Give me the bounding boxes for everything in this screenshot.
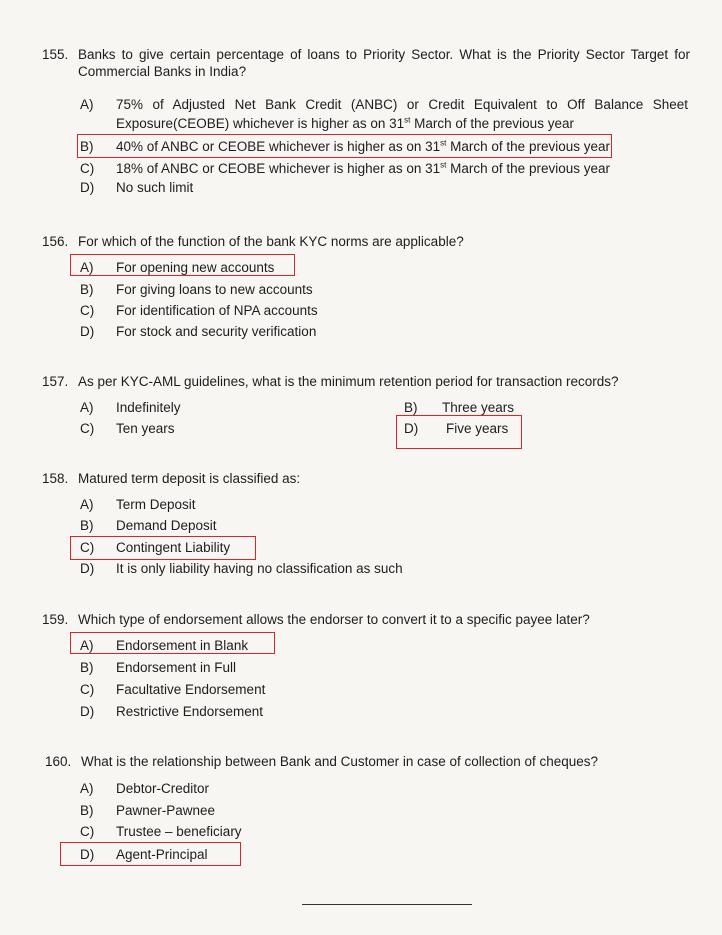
option-label: C)	[80, 540, 95, 555]
question-number: 155.	[42, 47, 69, 62]
option-label: A)	[80, 97, 94, 112]
question-text-line: Commercial Banks in India?	[78, 64, 247, 79]
option-text: Term Deposit	[116, 497, 196, 512]
option-label: B)	[80, 518, 94, 533]
option-text-part: 18% of ANBC or CEOBE whichever is higher as on 31	[116, 161, 441, 176]
answer-highlight-box	[77, 134, 612, 158]
option-label: A)	[80, 260, 94, 275]
option-text-cont	[116, 115, 574, 132]
option-label: D)	[80, 180, 95, 195]
option	[80, 496, 380, 514]
option	[80, 560, 480, 578]
option-text	[116, 160, 610, 177]
option-label: D)	[80, 561, 95, 576]
answer-highlight-box	[70, 632, 275, 654]
question-157	[42, 373, 692, 391]
superscript: st	[440, 160, 447, 170]
option	[80, 302, 380, 320]
option	[80, 281, 380, 299]
option-text: Endorsement in Full	[116, 660, 237, 675]
option-text: Endorsement in Blank	[116, 638, 249, 653]
answer-highlight-box	[60, 842, 241, 866]
option	[80, 681, 380, 699]
option-label: A)	[80, 638, 94, 653]
option-text: Three years	[442, 400, 515, 415]
question-158	[42, 470, 692, 488]
option-text: Trustee – beneficiary	[116, 824, 242, 839]
option-label: C)	[80, 161, 95, 176]
option-text-part: March of the previous year	[446, 161, 610, 176]
option	[80, 179, 380, 197]
option-label: A)	[80, 400, 94, 415]
option-text-part: 40% of ANBC or CEOBE whichever is higher as on 31	[116, 139, 441, 154]
answer-highlight-box	[70, 254, 295, 276]
option-text: For giving loans to new accounts	[116, 282, 313, 297]
option	[80, 160, 620, 178]
option	[80, 399, 280, 417]
option-label: C)	[80, 824, 95, 839]
option-text: Facultative Endorsement	[116, 682, 266, 697]
answer-highlight-box	[396, 415, 522, 449]
option-label: C)	[80, 682, 95, 697]
option-label: A)	[80, 497, 94, 512]
option-text: Ten years	[116, 421, 175, 436]
option	[80, 823, 380, 841]
question-text: What is the relationship between Bank and Customer in case of collection of cheques?	[81, 754, 599, 769]
option-text: For stock and security verification	[116, 324, 317, 339]
option-text-part: Exposure(CEOBE) whichever is higher as on 31	[116, 116, 405, 131]
option-text-part: March of the previous year	[410, 116, 574, 131]
option-text: Pawner-Pawnee	[116, 803, 216, 818]
question-number: 156.	[42, 234, 69, 249]
option-label: B)	[80, 282, 94, 297]
option-text: Demand Deposit	[116, 518, 217, 533]
option-label: D)	[80, 324, 95, 339]
question-text	[78, 46, 690, 80]
option-label: B)	[80, 139, 94, 154]
footer-divider	[302, 904, 472, 905]
question-text: Matured term deposit is classified as:	[78, 471, 301, 486]
superscript: st	[404, 115, 411, 125]
option-text: Restrictive Endorsement	[116, 704, 264, 719]
option-text: Five years	[446, 421, 509, 436]
question-160	[45, 753, 695, 771]
option-text: It is only liability having no classification as such	[116, 561, 403, 576]
option-text: Debtor-Creditor	[116, 781, 210, 796]
question-number: 159.	[42, 612, 69, 627]
option-label: D)	[404, 421, 419, 436]
superscript: st	[440, 138, 447, 148]
option-text: No such limit	[116, 180, 194, 195]
question-number: 158.	[42, 471, 69, 486]
option-text: For opening new accounts	[116, 260, 275, 275]
question-text: Which type of endorsement allows the endorser to convert it to a specific payee later?	[78, 612, 590, 627]
option	[80, 96, 692, 130]
option	[80, 780, 380, 798]
option-label: D)	[80, 704, 95, 719]
option-label: A)	[80, 781, 94, 796]
option	[80, 323, 380, 341]
option-text: 75% of Adjusted Net Bank Credit (ANBC) or Credit Equivalent to Off Balance Sheet	[116, 97, 688, 112]
option-label: B)	[80, 803, 94, 818]
option	[80, 802, 380, 820]
option-label: B)	[404, 400, 418, 415]
option-label: D)	[80, 847, 95, 862]
option-text: Agent-Principal	[116, 847, 208, 862]
answer-highlight-box	[70, 536, 256, 560]
option-label: B)	[80, 660, 94, 675]
option-text: For identification of NPA accounts	[116, 303, 318, 318]
option-label: C)	[80, 421, 95, 436]
question-156	[42, 233, 692, 251]
option	[80, 703, 380, 721]
question-155	[42, 46, 692, 86]
option	[80, 420, 280, 438]
option-text: Contingent Liability	[116, 540, 231, 555]
option-text: Indefinitely	[116, 400, 181, 415]
question-text-line: Banks to give certain percentage of loans to Priority Sector. What is the Priority Sector Target for	[78, 47, 690, 62]
question-number: 160.	[45, 754, 72, 769]
question-text: For which of the function of the bank KYC norms are applicable?	[78, 234, 464, 249]
question-159	[42, 611, 692, 629]
question-number: 157.	[42, 374, 69, 389]
question-text: As per KYC-AML guidelines, what is the minimum retention period for transaction records?	[78, 374, 619, 389]
option-text-part: March of the previous year	[446, 139, 610, 154]
option	[80, 517, 380, 535]
option-label: C)	[80, 303, 95, 318]
option	[80, 659, 380, 677]
